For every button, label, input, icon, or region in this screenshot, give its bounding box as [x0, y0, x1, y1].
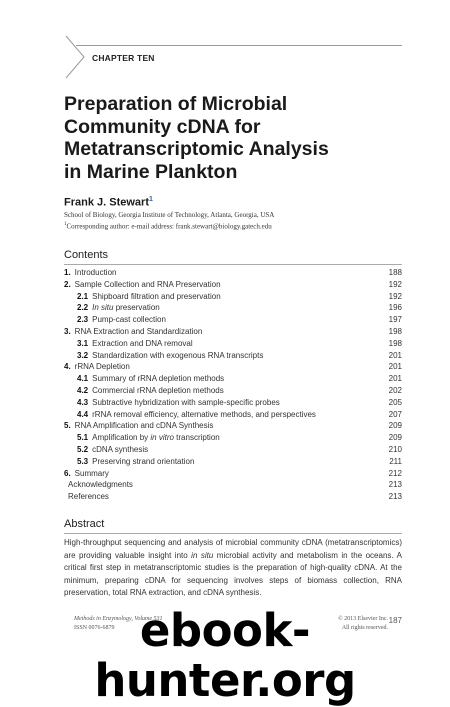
toc-item-page: 192	[388, 279, 402, 289]
toc-item[interactable]	[64, 468, 402, 480]
toc-item[interactable]	[64, 409, 402, 421]
toc-item-title: 2.2 In situ preservation	[77, 303, 160, 313]
toc-item[interactable]	[64, 326, 402, 338]
toc-item-page: 201	[388, 362, 402, 372]
footer-copyright: © 2013 Elsevier Inc.	[338, 616, 388, 622]
contents-rule	[64, 264, 402, 265]
toc-item-number: 1.	[64, 268, 71, 277]
toc-item-page: 213	[388, 492, 402, 502]
toc-item-page: 188	[388, 268, 402, 277]
toc-item-title: 1. Introduction	[64, 268, 117, 277]
toc-item-title: 3. RNA Extraction and Standardization	[64, 326, 203, 336]
toc-item-title: 4.1 Summary of rRNA depletion methods	[77, 374, 225, 384]
toc-item-number: 3.	[64, 326, 71, 336]
toc-item[interactable]	[64, 479, 402, 491]
toc-item-title: 4. rRNA Depletion	[64, 362, 130, 372]
author-footnote-mark[interactable]: 1	[148, 196, 153, 203]
toc-item[interactable]	[64, 314, 402, 326]
toc-item[interactable]	[64, 338, 402, 350]
toc-item-number: 5.	[64, 421, 71, 431]
toc-item-page: 202	[388, 385, 402, 395]
toc-item-title: 3.2 Standardization with exogenous RNA transcripts	[77, 350, 264, 360]
toc-item-title: 2. Sample Collection and RNA Preservation	[64, 279, 221, 289]
toc-item-page: 210	[388, 444, 402, 454]
author-name: Frank J. Stewart$^1$	[64, 196, 153, 209]
toc-item-number: 4.	[64, 362, 71, 372]
toc-item[interactable]	[64, 350, 402, 362]
toc-item-title: 4.4 rRNA removal efficiency, alternative methods, and perspectives	[77, 409, 316, 419]
title-line: Metatranscriptomic Analysis	[64, 138, 329, 160]
toc-item-title: Acknowledgments	[68, 480, 133, 490]
toc-item-number: 2.2	[77, 303, 89, 313]
corresponding-author: $^1$Corresponding author: e-mail address: frank.stewart@biology.gatech.edu	[64, 222, 272, 231]
footer-rights: All rights reserved.	[341, 625, 388, 631]
toc-item-page: 201	[388, 374, 402, 384]
toc-item-page: 192	[388, 291, 402, 301]
toc-item-number: 6.	[64, 468, 71, 478]
toc-item-title: 4.2 Commercial rRNA depletion methods	[77, 385, 224, 395]
toc-item-page: 213	[388, 480, 402, 490]
toc-item-number: 5.3	[77, 456, 89, 466]
abstract-text: High-throughput sequencing and analysis of microbial community cDNA (metatranscriptomics) are providing valuable insight into in situ microbial activity and metabolism in the oceans. A critical first step in metatranscriptomic studies is the preparation of high-quality cDNA. At the minimum, preparing cDNA for sequencing involves steps of biomass collection, RNA preservation, total RNA extraction, and cDNA synthesis.	[64, 538, 402, 597]
toc-item-page: 211	[389, 456, 402, 466]
toc-item-page: 209	[388, 433, 402, 443]
footer-issn: ISSN 0076-6879	[74, 625, 115, 631]
toc-item-page: 212	[388, 468, 402, 478]
toc-item[interactable]	[64, 385, 402, 397]
toc-item-page: 209	[388, 421, 402, 431]
toc-item[interactable]	[64, 302, 402, 314]
toc-item-title: 5.2 cDNA synthesis	[77, 444, 149, 454]
toc-item-number: 2.1	[77, 291, 89, 301]
toc-item-title: 6. Summary	[64, 468, 109, 478]
toc-item-page: 198	[388, 338, 402, 348]
toc-item-page: 196	[388, 303, 402, 313]
toc-item[interactable]	[64, 444, 402, 456]
toc-item[interactable]	[64, 373, 402, 385]
table-of-contents	[64, 267, 402, 503]
toc-item-number: 5.2	[77, 444, 89, 454]
toc-item[interactable]	[64, 361, 402, 373]
toc-item-title: 2.3 Pump-cast collection	[77, 315, 166, 325]
toc-item-number: 5.1	[77, 433, 89, 443]
toc-item-page: 205	[388, 397, 402, 407]
toc-item-title: 3.1 Extraction and DNA removal	[77, 338, 193, 348]
toc-item[interactable]	[64, 456, 402, 468]
watermark: ebook-hunter.org	[94, 604, 356, 707]
toc-item-number: 4.4	[77, 409, 89, 419]
toc-item-page: 197	[388, 315, 402, 325]
chapter-chevron-icon	[64, 34, 88, 80]
chapter-rule	[76, 45, 402, 46]
toc-item-title: 4.3 Subtractive hybridization with sample-specific probes	[77, 397, 280, 407]
toc-item-number: 3.1	[77, 338, 89, 348]
toc-item[interactable]	[64, 397, 402, 409]
title-line: Preparation of Microbial	[64, 93, 288, 115]
toc-item[interactable]	[64, 432, 402, 444]
title-line: in Marine Plankton	[64, 160, 238, 183]
footer-journal: Methods in Enzymology, Volume 531	[74, 616, 163, 622]
toc-item[interactable]	[64, 291, 402, 303]
toc-item-title: 5.1 Amplification by in vitro transcription	[77, 433, 220, 443]
toc-item-number: 2.	[64, 279, 71, 289]
abstract-heading: Abstract	[64, 518, 105, 530]
toc-item-title: References	[68, 492, 109, 502]
toc-item-number: 4.3	[77, 397, 89, 407]
abstract-rule	[64, 533, 402, 534]
toc-item-page: 201	[388, 350, 402, 360]
chapter-label: CHAPTER TEN	[92, 53, 155, 63]
toc-item-number: 4.1	[77, 374, 89, 384]
title-line: Community cDNA for	[64, 115, 261, 138]
toc-item-number: 3.2	[77, 350, 89, 360]
toc-item-number: 4.2	[77, 385, 89, 395]
contents-heading: Contents	[64, 249, 109, 261]
toc-item-title: 5. RNA Amplification and cDNA Synthesis	[64, 421, 214, 431]
toc-item[interactable]	[64, 279, 402, 291]
toc-item-number: 2.3	[77, 315, 89, 325]
chapter-title	[64, 93, 404, 183]
toc-item[interactable]	[64, 267, 402, 279]
toc-item-page: 198	[388, 326, 402, 336]
author-affiliation: School of Biology, Georgia Institute of Technology, Atlanta, Georgia, USA $^1$Corresponding author: e-mail address: frank.stewart@biology.gatech.edu	[64, 211, 275, 231]
toc-item-title: 2.1 Shipboard filtration and preservation	[77, 291, 221, 301]
page-number: 187	[388, 616, 402, 625]
toc-item[interactable]	[64, 420, 402, 432]
toc-item[interactable]	[64, 491, 402, 503]
toc-item-page: 207	[388, 409, 402, 419]
toc-item-title: 5.3 Preserving strand orientation	[77, 456, 195, 466]
